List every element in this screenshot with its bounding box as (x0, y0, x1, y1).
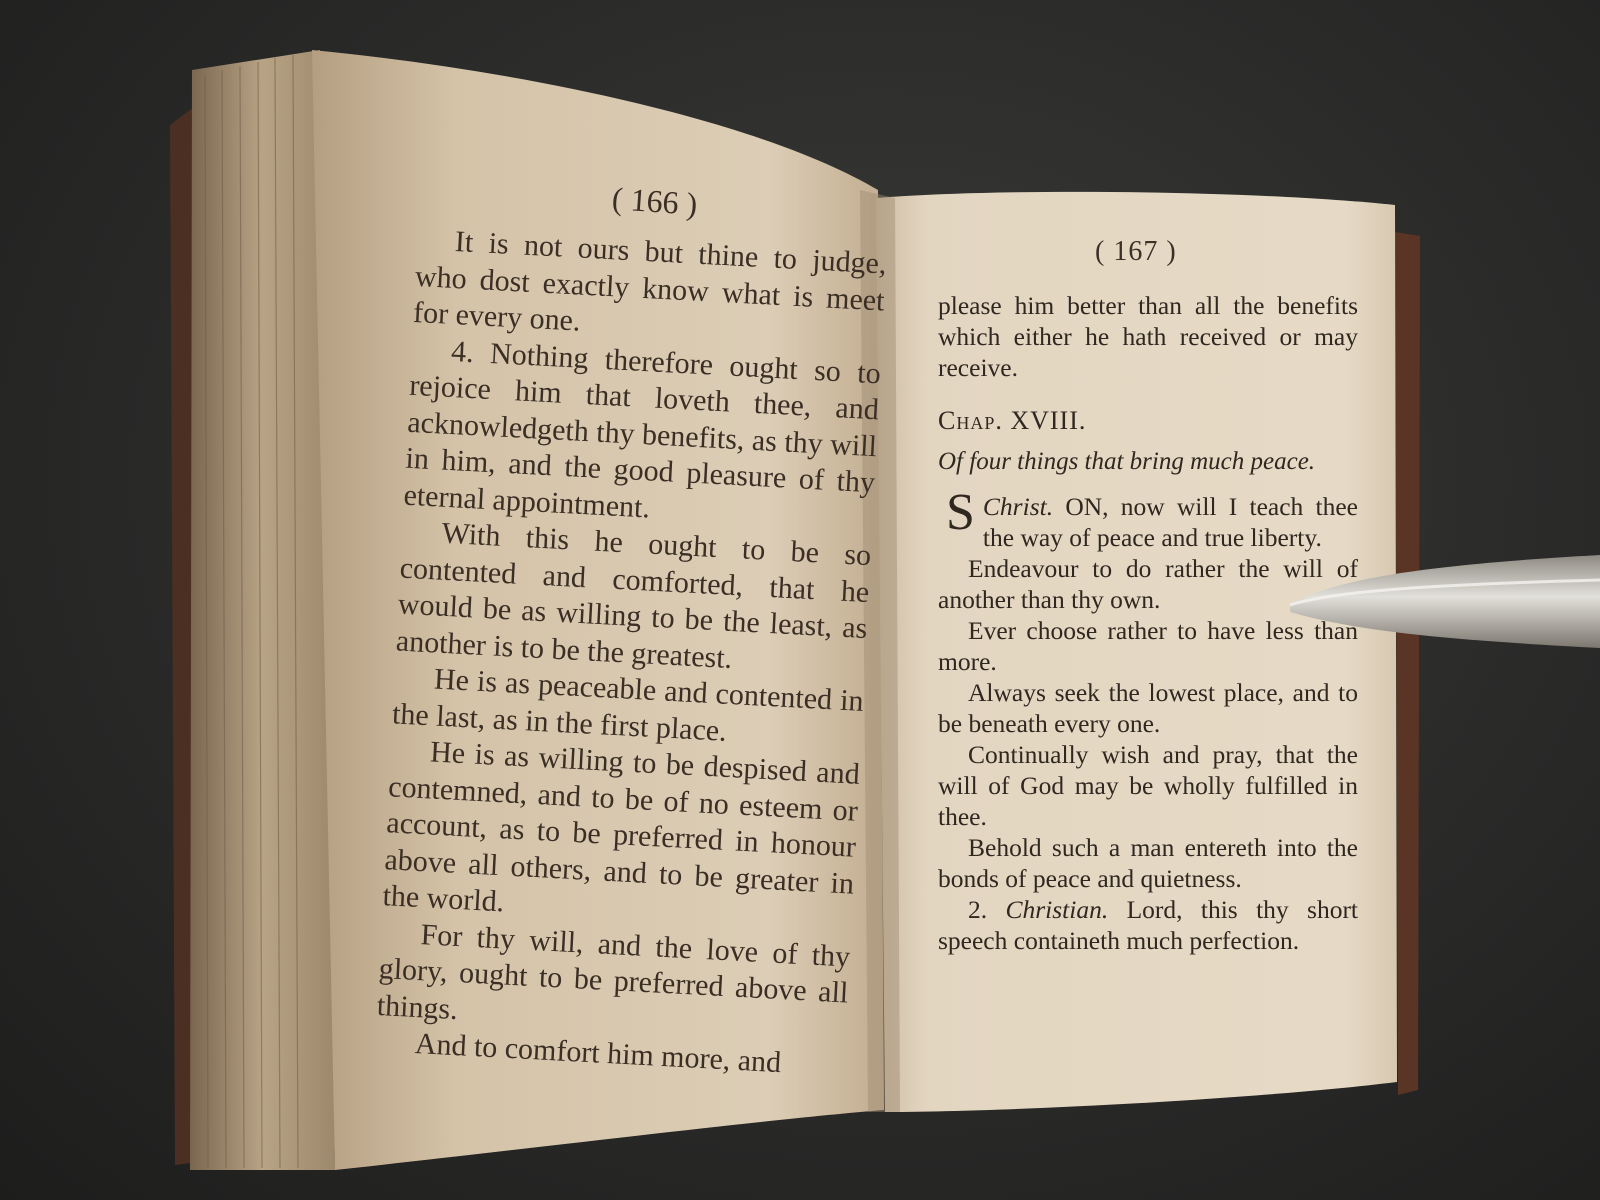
right-opening-paragraph: please him better than all the benefits which either he hath received or may receive. (938, 291, 1358, 382)
right-paragraph: Behold such a man entereth into the bonds of peace and quietness. (938, 833, 1358, 893)
left-page-text (374, 222, 887, 1085)
right-paragraph: Endeavour to do rather the will of another than thy own. (938, 554, 1358, 614)
left-paragraph: 4. Nothing therefore ought so to rejoice him that loveth thee, and acknowledgeth thy benefits, as thy will in him, and the good pleasure of thy eternal appointment. (402, 334, 882, 525)
speaker-label: Christian. (1005, 895, 1109, 924)
right-paragraph: Ever choose rather to have less than more. (938, 616, 1358, 676)
left-paragraph: It is not ours but thine to judge, who dost exactly know what is meet for every one. (412, 224, 888, 338)
right-paragraph: Continually wish and pray, that the will of God may be wholly fulfilled in thee. (938, 740, 1358, 831)
left-paragraph: He is as willing to be despised and contemned, and to be of no esteem or account, as to be preferred in honour above all others, and to be greater in the world. (381, 735, 861, 919)
right-paragraph: Always seek the lowest place, and to be beneath every one. (938, 678, 1358, 738)
page-edges (190, 50, 335, 1170)
chapter-heading: Chap. XVIII. (938, 406, 1087, 435)
left-page-number: ( 166 ) (610, 180, 699, 222)
christian-reply (938, 894, 1358, 956)
left-paragraph: And to comfort him more, and (414, 1026, 782, 1080)
section-number: 2. (968, 895, 988, 924)
leather-cover-right (1395, 232, 1420, 1095)
right-page-number: ( 167 ) (1095, 236, 1177, 267)
speech-text: ON, now will I teach thee the way of peace and true liberty. (982, 492, 1359, 552)
left-paragraph: With this he ought to be so contented and comforted, that he would be as willing to be the least, as another is to be the greatest. (395, 516, 873, 675)
drop-cap: S (946, 484, 975, 541)
christ-speech (938, 484, 1359, 553)
left-paragraph: He is as peaceable and contented in the last, as in the first place. (391, 662, 865, 748)
left-paragraph: For thy will, and the love of thy glory, ought to be preferred above all things. (376, 917, 852, 1026)
reply-text: Lord, this thy short speech containeth much perfection. (938, 895, 1359, 955)
chapter-subtitle: Of four things that bring much peace. (938, 448, 1316, 475)
speaker-label: Christ. (982, 492, 1054, 521)
right-page-text (938, 290, 1358, 956)
